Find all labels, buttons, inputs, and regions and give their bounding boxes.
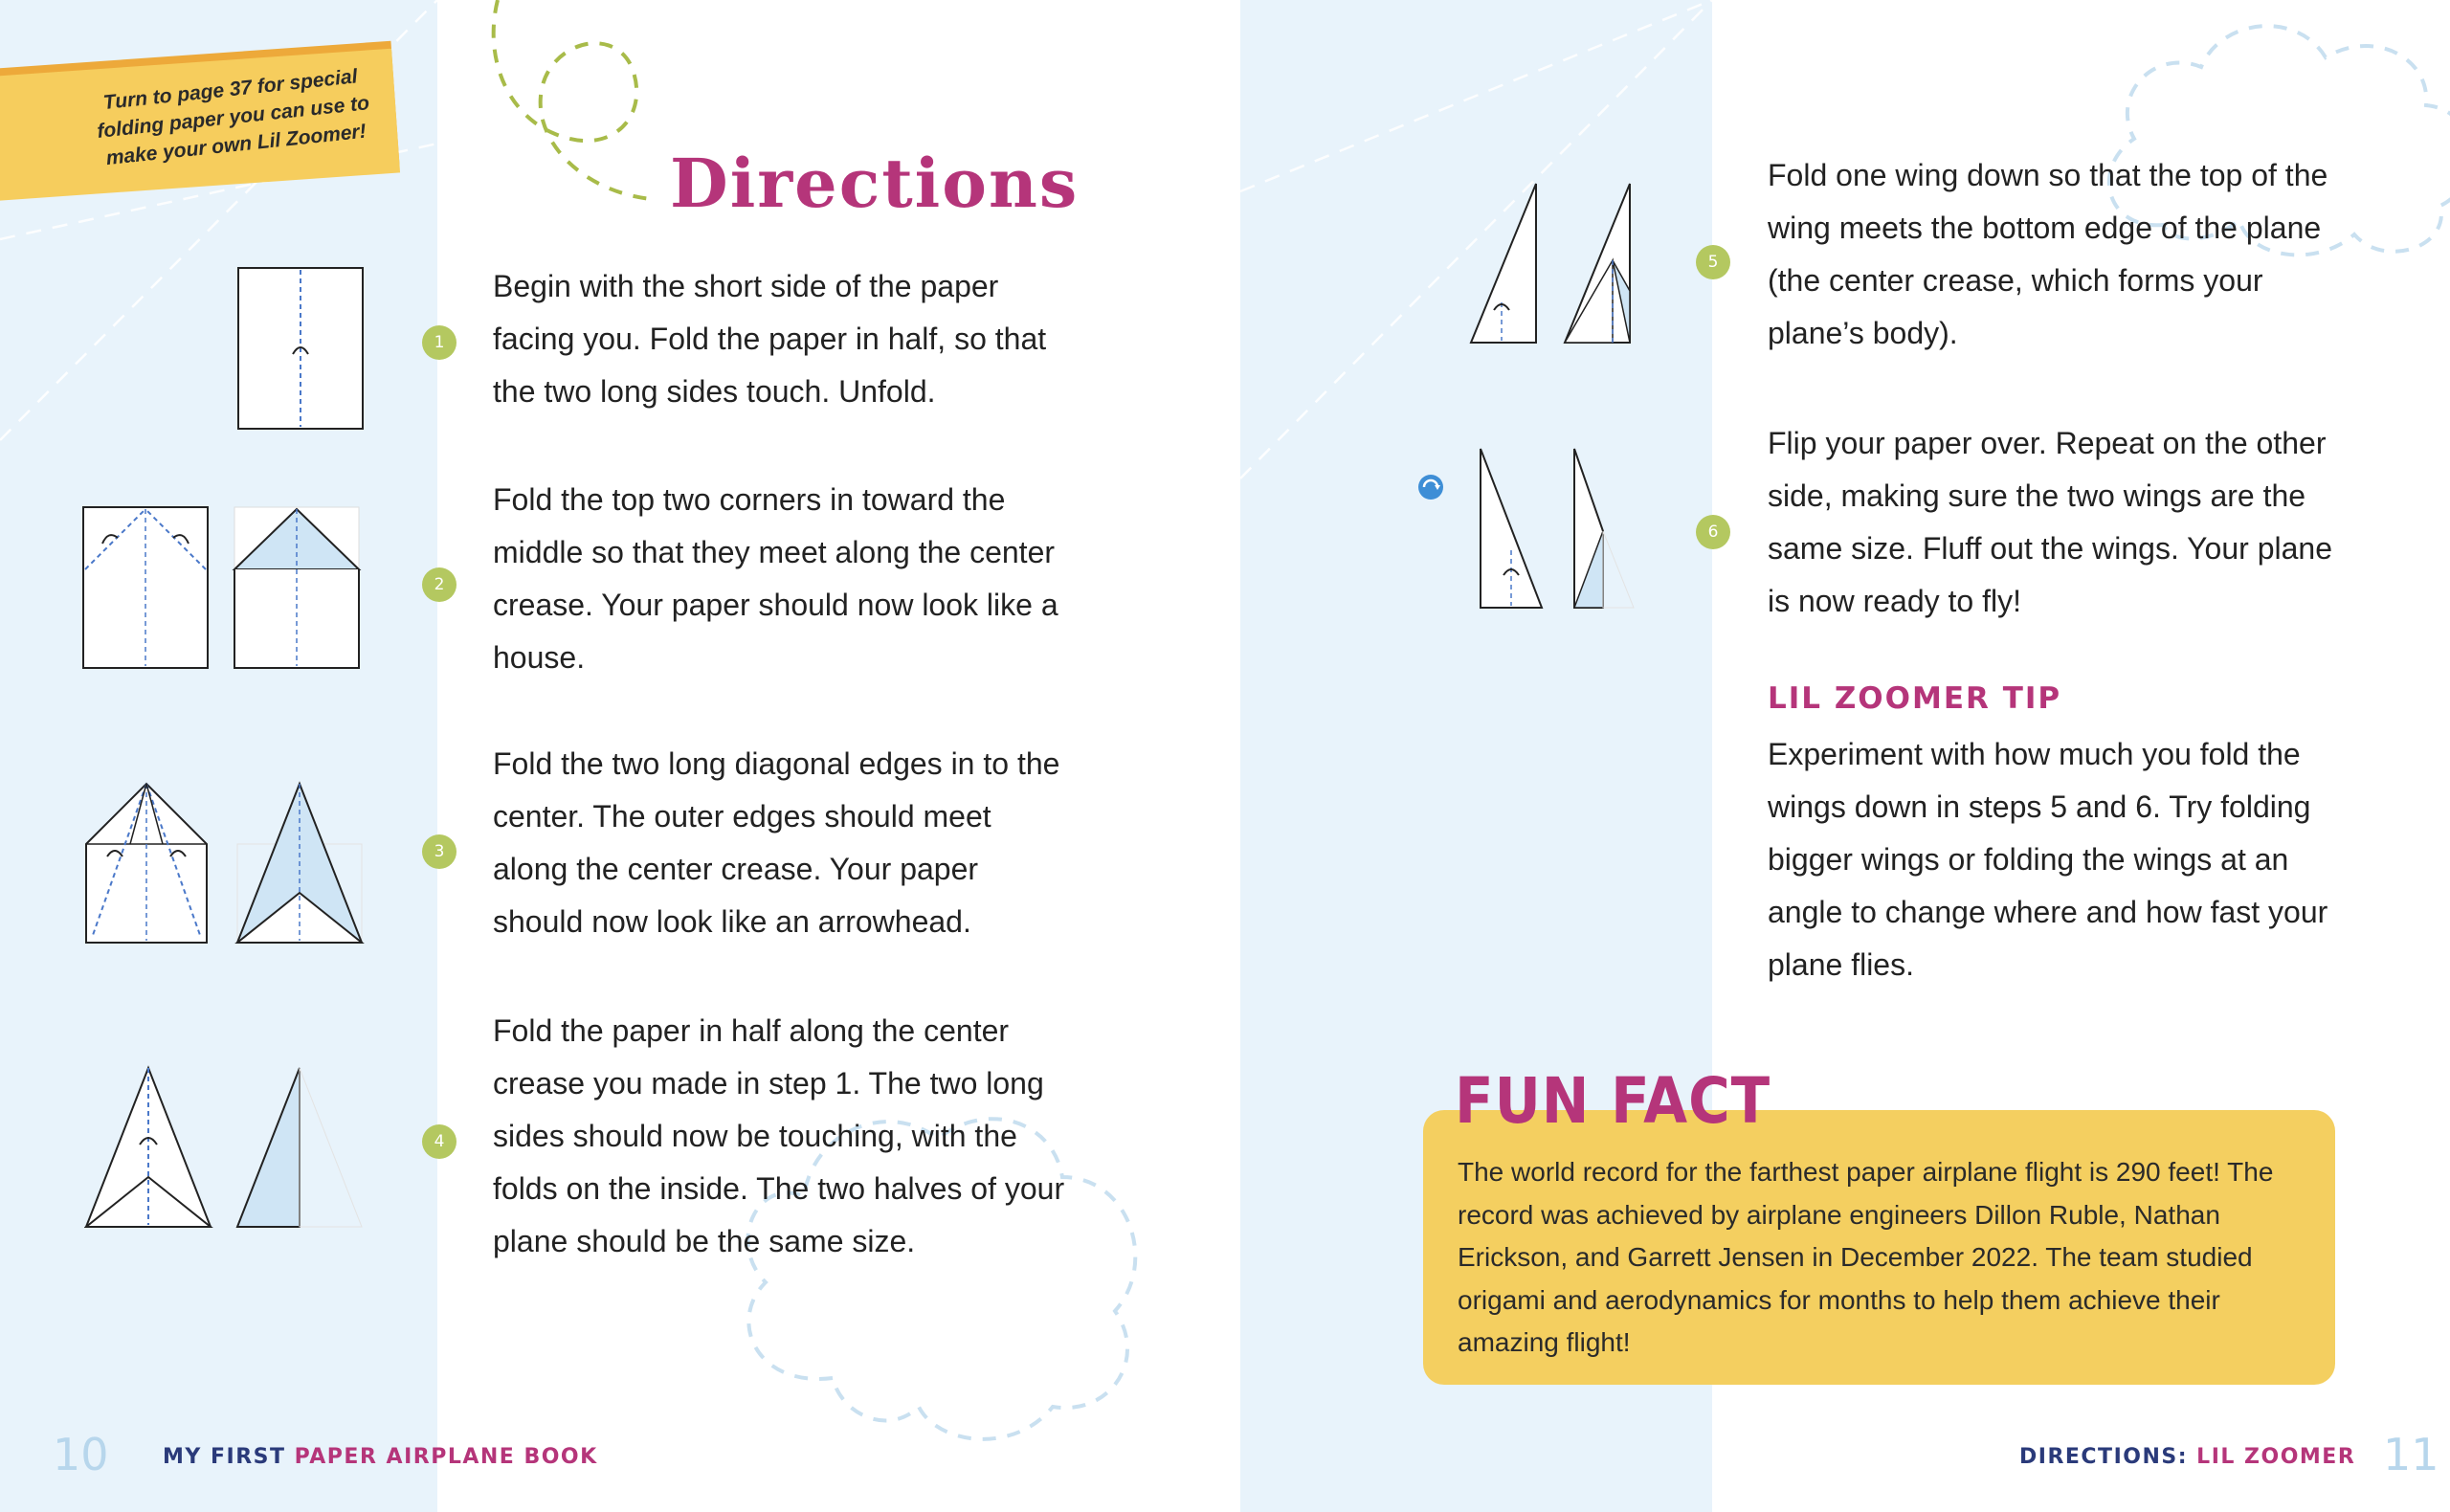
footer-right	[2019, 1445, 2355, 1469]
footer-left	[163, 1445, 598, 1469]
step-2-diagram	[81, 505, 368, 673]
page-number-left: 10	[53, 1429, 109, 1480]
fun-fact-title: FUN FACT	[1455, 1064, 1771, 1138]
tip-title: LIL ZOOMER TIP	[1768, 681, 2062, 716]
step-6-text: Flip your paper over. Repeat on the other side, making sure the two wings are the same size. Fluff out the wings. Your plane is now ready to fly!	[1768, 426, 2332, 618]
step-4-text: Fold the paper in half along the center crease you made in step 1. The two long sides should now be touching, with the folds on the inside. The two halves of your plane should be the same size.	[493, 1013, 1065, 1258]
step-2-badge: 2	[422, 567, 457, 602]
footer-left-prefix: MY FIRST	[163, 1445, 295, 1469]
step-4-badge: 4	[422, 1124, 457, 1159]
step-5-diagram	[1469, 180, 1646, 347]
step-3-badge: 3	[422, 834, 457, 869]
flip-over-icon	[1416, 473, 1445, 501]
step-3-text: Fold the two long diagonal edges in to the center. The outer edges should meet along the center crease. Your paper should now look like an arrowhead.	[493, 746, 1060, 939]
page-heading: Directions	[670, 144, 1080, 223]
step-6-badge: 6	[1696, 515, 1730, 549]
footer-right-prefix: DIRECTIONS:	[2019, 1445, 2197, 1469]
step-5-badge: 5	[1696, 245, 1730, 279]
footer-right-highlight: LIL ZOOMER	[2196, 1445, 2356, 1469]
page-number-right: 11	[2383, 1429, 2439, 1480]
step-1-badge: 1	[422, 325, 457, 360]
step-3-diagram	[82, 780, 369, 947]
step-6-diagram	[1479, 445, 1641, 612]
footer-left-highlight: PAPER AIRPLANE BOOK	[294, 1445, 598, 1469]
tip-text: Experiment with how much you fold the wings down in steps 5 and 6. Try folding bigger wings or folding the wings at an angle to change where and how fast your plane flies.	[1768, 737, 2328, 982]
step-1-diagram	[236, 266, 370, 434]
step-5-text: Fold one wing down so that the top of the wing meets the bottom edge of the plane (the center crease, which forms your plane’s body).	[1768, 158, 2328, 350]
step-4-diagram	[84, 1064, 371, 1232]
dashed-flight-trail	[494, 0, 651, 199]
step-1-text: Begin with the short side of the paper facing you. Fold the paper in half, so that the two long sides touch. Unfold.	[493, 269, 1047, 409]
fun-fact-text: The world record for the farthest paper airplane flight is 290 feet! The record was achieved by airplane engineers Dillon Ruble, Nathan Erickson, and Garrett Jensen in December 2022. The team studied origami and aerodynamics for months to help them achieve their amazing flight!	[1458, 1157, 2274, 1357]
sticky-note-text: Turn to page 37 for special folding paper you can use to make your own Lil Zoomer!	[96, 65, 371, 170]
step-2-text: Fold the top two corners in toward the middle so that they meet along the center crease. Your paper should now look like a house.	[493, 482, 1058, 675]
